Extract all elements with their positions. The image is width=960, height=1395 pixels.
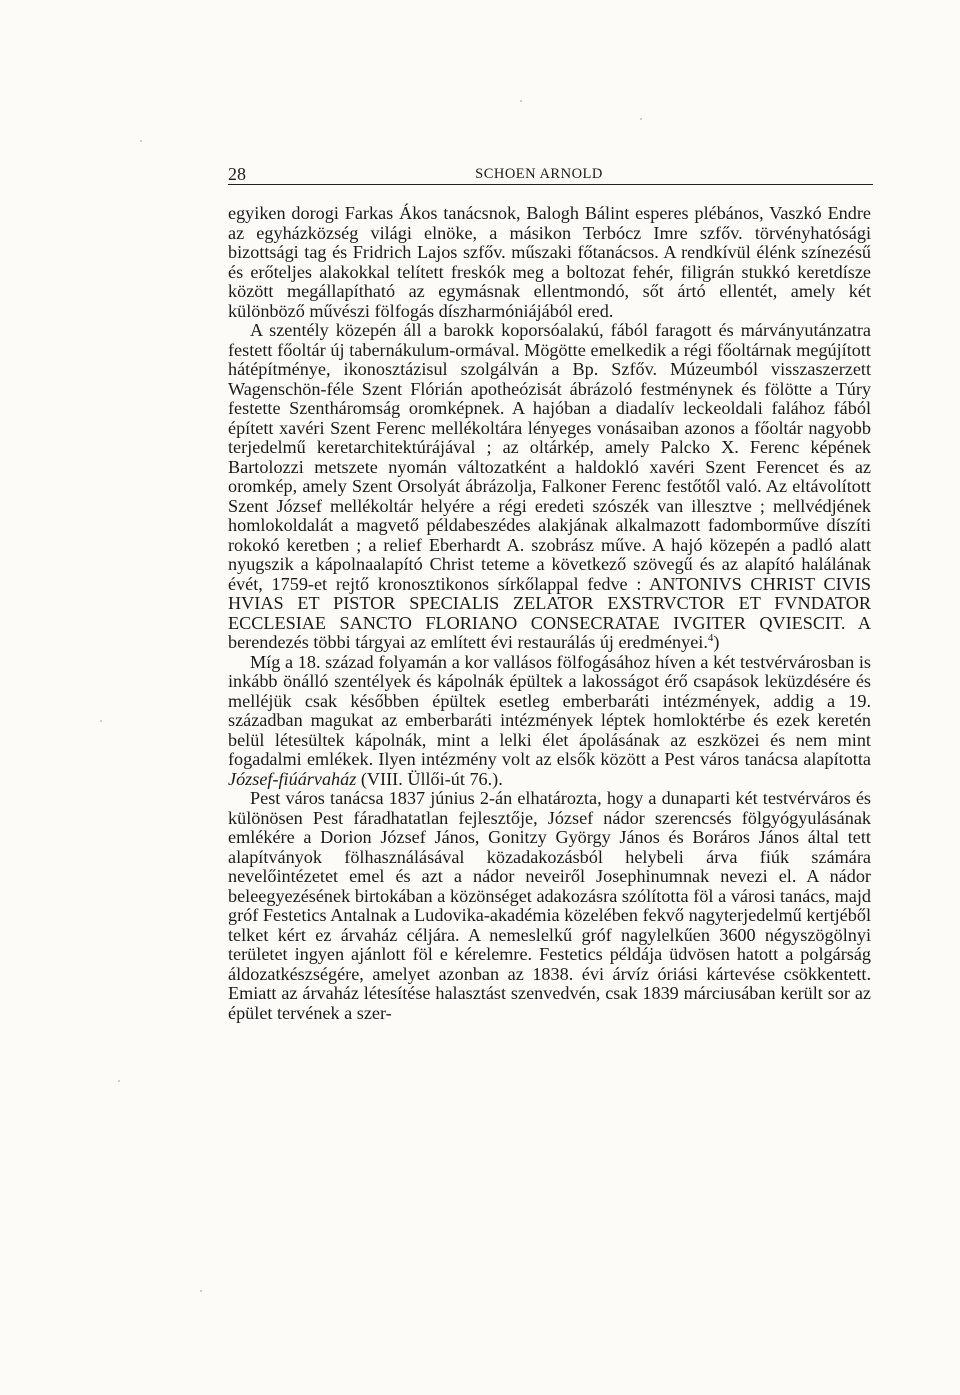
paragraph-4: Pest város tanácsa 1837 június 2-án elhatározta, hogy a dunaparti két testvérváros és különösen Pest fáradhatatlan fejlesztője, József nádor szerencsés fölgyógyulásának emlékére a Dorion József János, Gonitzy György János és Boráros János által tett alapítványok fölhasználásával közadakozásból helybeli árva fiúk számára nevelőintézetet emel és azt a nádor neveiről Josephinumnak nevezi el. A nádor beleegyezésének birtokában a közönséget adakozásra szólította föl a városi tanács, majd gróf Festetics Antalnak a Ludovika-akadémia közelében fekvő nagyterjedelmű kertjéből telket kért ez árvaház céljára. A nemeslelkű gróf nagylelkűen 3600 négyszögölnyi területet ingyen ajánlott föl e kérelemre. Festetics példája üdvösen hatott a polgárság áldozatkészségére, amelyet azonban az 1838. évi árvíz óriási kártevése csökkentett. Emiatt az árvaház létesítése halasztást szenvedvén, csak 1839 márciusában került sor az épület tervének a szer- bbox=[228, 788, 871, 1023]
scan-speck bbox=[100, 720, 102, 722]
scan-speck bbox=[200, 1290, 202, 1292]
scan-speck bbox=[520, 100, 522, 102]
scan-speck bbox=[140, 140, 142, 142]
paragraph-2 bbox=[228, 321, 871, 653]
footnote-marker: 4 bbox=[707, 631, 714, 644]
running-head: SCHOEN ARNOLD bbox=[475, 166, 603, 182]
scan-speck bbox=[640, 118, 642, 120]
footnote-close: ) bbox=[713, 632, 720, 652]
paragraph-2-text: A szentély közepén áll a barokk koporsóalakú, fából faragott és márványutánzatra festett főoltár új tabernákulum-ormával. Mögötte emelkedik a régi főoltárnak megújított hátépítménye, ikonosztázisul szolgálván a Bp. Szfőv. Múzeumból visszaszerzett Wagenschön-féle Szent Flórián apotheózisát ábrázoló festménynek és fölötte a Túry festette Szentháromság oromképnek. A hajóban a diadalív leckeoldali falához fából épített xavéri Szent Ferenc mellékoltára lényeges vonásaiban azonos a főoltár nagyobb terjedelmű keretarchitektúrájával ; az oltárkép, amely Palcko X. Ferenc képének Bartolozzi metszete nyomán változatként a haldokló xavéri Szent Ferencet és az oromkép, amely Szent Orsolyát ábrázolja, Falkoner Ferenc festőtől való. Az eltávolított Szent József mellékoltár helyére a régi eredeti szószék van illesztve ; mellvédjének homlokoldalát a magvető példabeszédes alakjának alkalmazott fadomborműve díszíti rokokó keretben ; a relief Eberhardt A. szobrász műve. A hajó közepén a padló alatt nyugszik a kápolnaalapító Christ teteme a következő szövegű és az alapító halálának évét, 1759-et rejtő kronosztikonos sírkőlappal fedve : ANTONIVS CHRIST CIVIS HVIAS ET PISTOR SPECIALIS ZELATOR EXSTRVCTOR ET FVNDATOR ECCLESIAE SANCTO FLORIANO CONSECRATAE IVGITER QVIESCIT. A berendezés többi tárgyai az említett évi restaurálás új eredményei. bbox=[228, 320, 871, 652]
paragraph-3 bbox=[228, 653, 871, 790]
scan-speck bbox=[118, 1080, 120, 1082]
orphanage-title: József-fiúárvaház bbox=[228, 768, 357, 789]
page-number: 28 bbox=[228, 164, 246, 184]
header-rule bbox=[228, 184, 873, 185]
paragraph-3-end: (VIII. Üllői-út 76.). bbox=[360, 768, 503, 789]
paragraph-1: egyiken dorogi Farkas Ákos tanácsnok, Balogh Bálint esperes plébános, Vaszkó Endre az egyházközség világi elnöke, a másikon Terbócz Imre szfőv. törvényhatósági bizottsági tag és Fridrich Lajos szfőv. műszaki főtanácsos. A rendkívül élénk színezésű és erőteljes alakokkal telített freskók meg a boltozat fehér, filigrán stukkó keretdísze között megállapítható az egymásnak ellentmondó, sőt ártó ellentét, amely két különböző művészi fölfogás díszharmóniájából ered. bbox=[228, 203, 871, 321]
paragraph-3-text: Míg a 18. század folyamán a kor vallásos fölfogásához híven a két testvérvárosban is inkább önálló szentélyek és kápolnák épültek a lakosságot érő csapások leküzdésére és melléjük csak későbben épültek esetleg emberbaráti intézmények, addig a 19. században magukat az emberbaráti intézmények léptek homloktérbe és ezek keretén belül létesültek kápolnák, mint a lelki élet ápolásának az eszközei és nem mint fogadalmi emlékek. Ilyen intézmény volt az elsők között a Pest város tanácsa alapította bbox=[228, 651, 871, 769]
body-text bbox=[228, 204, 871, 1023]
